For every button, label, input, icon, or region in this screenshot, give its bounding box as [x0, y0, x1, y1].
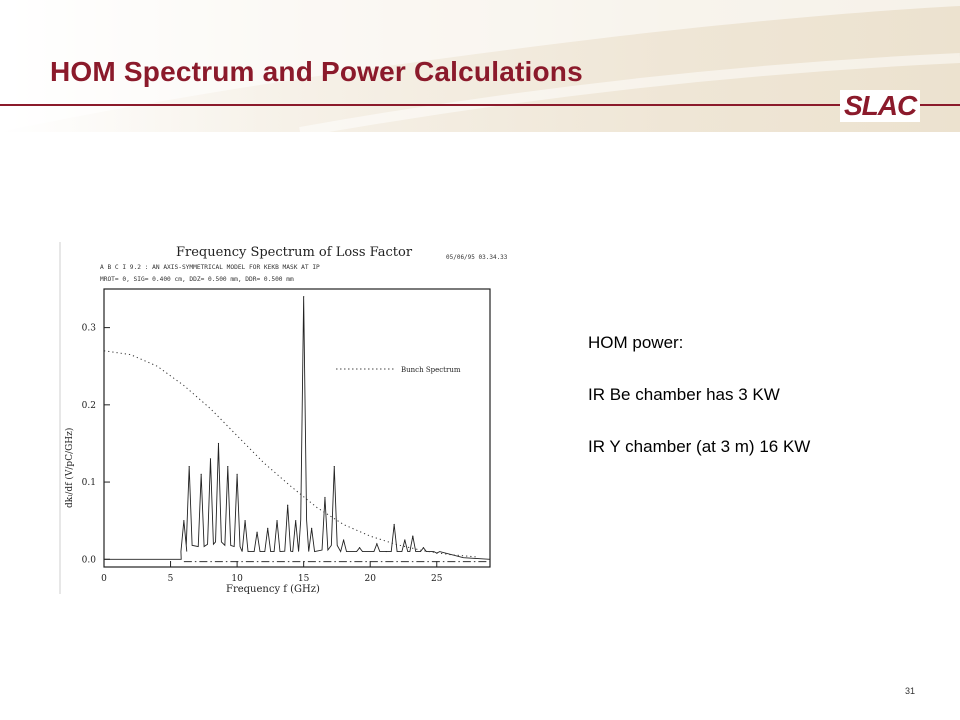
page-title: HOM Spectrum and Power Calculations [50, 56, 583, 87]
x-tick-label-5: 25 [431, 574, 443, 584]
be-chamber-power: IR Be chamber has 3 KW [588, 385, 780, 404]
x-tick-label-0: 0 [101, 574, 107, 584]
y-tick-label-3: 0.3 [81, 323, 96, 334]
legend-label: Bunch Spectrum [401, 366, 461, 374]
notes-block [588, 330, 810, 460]
hom-power-heading: HOM power: [588, 333, 684, 352]
y-tick-label-0: 0.0 [81, 555, 96, 566]
caption-line-1: A B C I 9.2 : AN AXIS-SYMMETRICAL MODEL FOR KEKB MASK AT IP [100, 264, 320, 271]
slac-logo: SLAC [840, 90, 920, 122]
x-tick-label-3: 15 [297, 574, 310, 584]
title-underline [0, 104, 960, 106]
y-axis-label: dkₗ/df (V/pC/GHz) [65, 427, 75, 508]
page-number: 31 [905, 686, 916, 696]
scanned-chart [56, 232, 536, 602]
x-tick-label-4: 20 [364, 574, 376, 584]
date-stamp: 05/06/95 03.34.33 [446, 254, 508, 261]
chart-title: Frequency Spectrum of Loss Factor [176, 245, 413, 260]
x-tick-label-2: 10 [231, 574, 243, 584]
notes-spacer [588, 356, 810, 382]
x-tick-label-1: 5 [167, 574, 174, 584]
y-tick-label-1: 0.1 [81, 478, 96, 489]
y-chamber-power: IR Y chamber (at 3 m) 16 KW [588, 437, 811, 456]
notes-spacer [588, 408, 810, 434]
x-axis-label: Frequency f (GHz) [226, 584, 320, 595]
y-tick-label-2: 0.2 [81, 400, 96, 411]
caption-line-2: MROT= 0, SIG= 0.400 cm, DDZ= 0.500 mm, DDR= 0.500 mm [100, 276, 294, 283]
